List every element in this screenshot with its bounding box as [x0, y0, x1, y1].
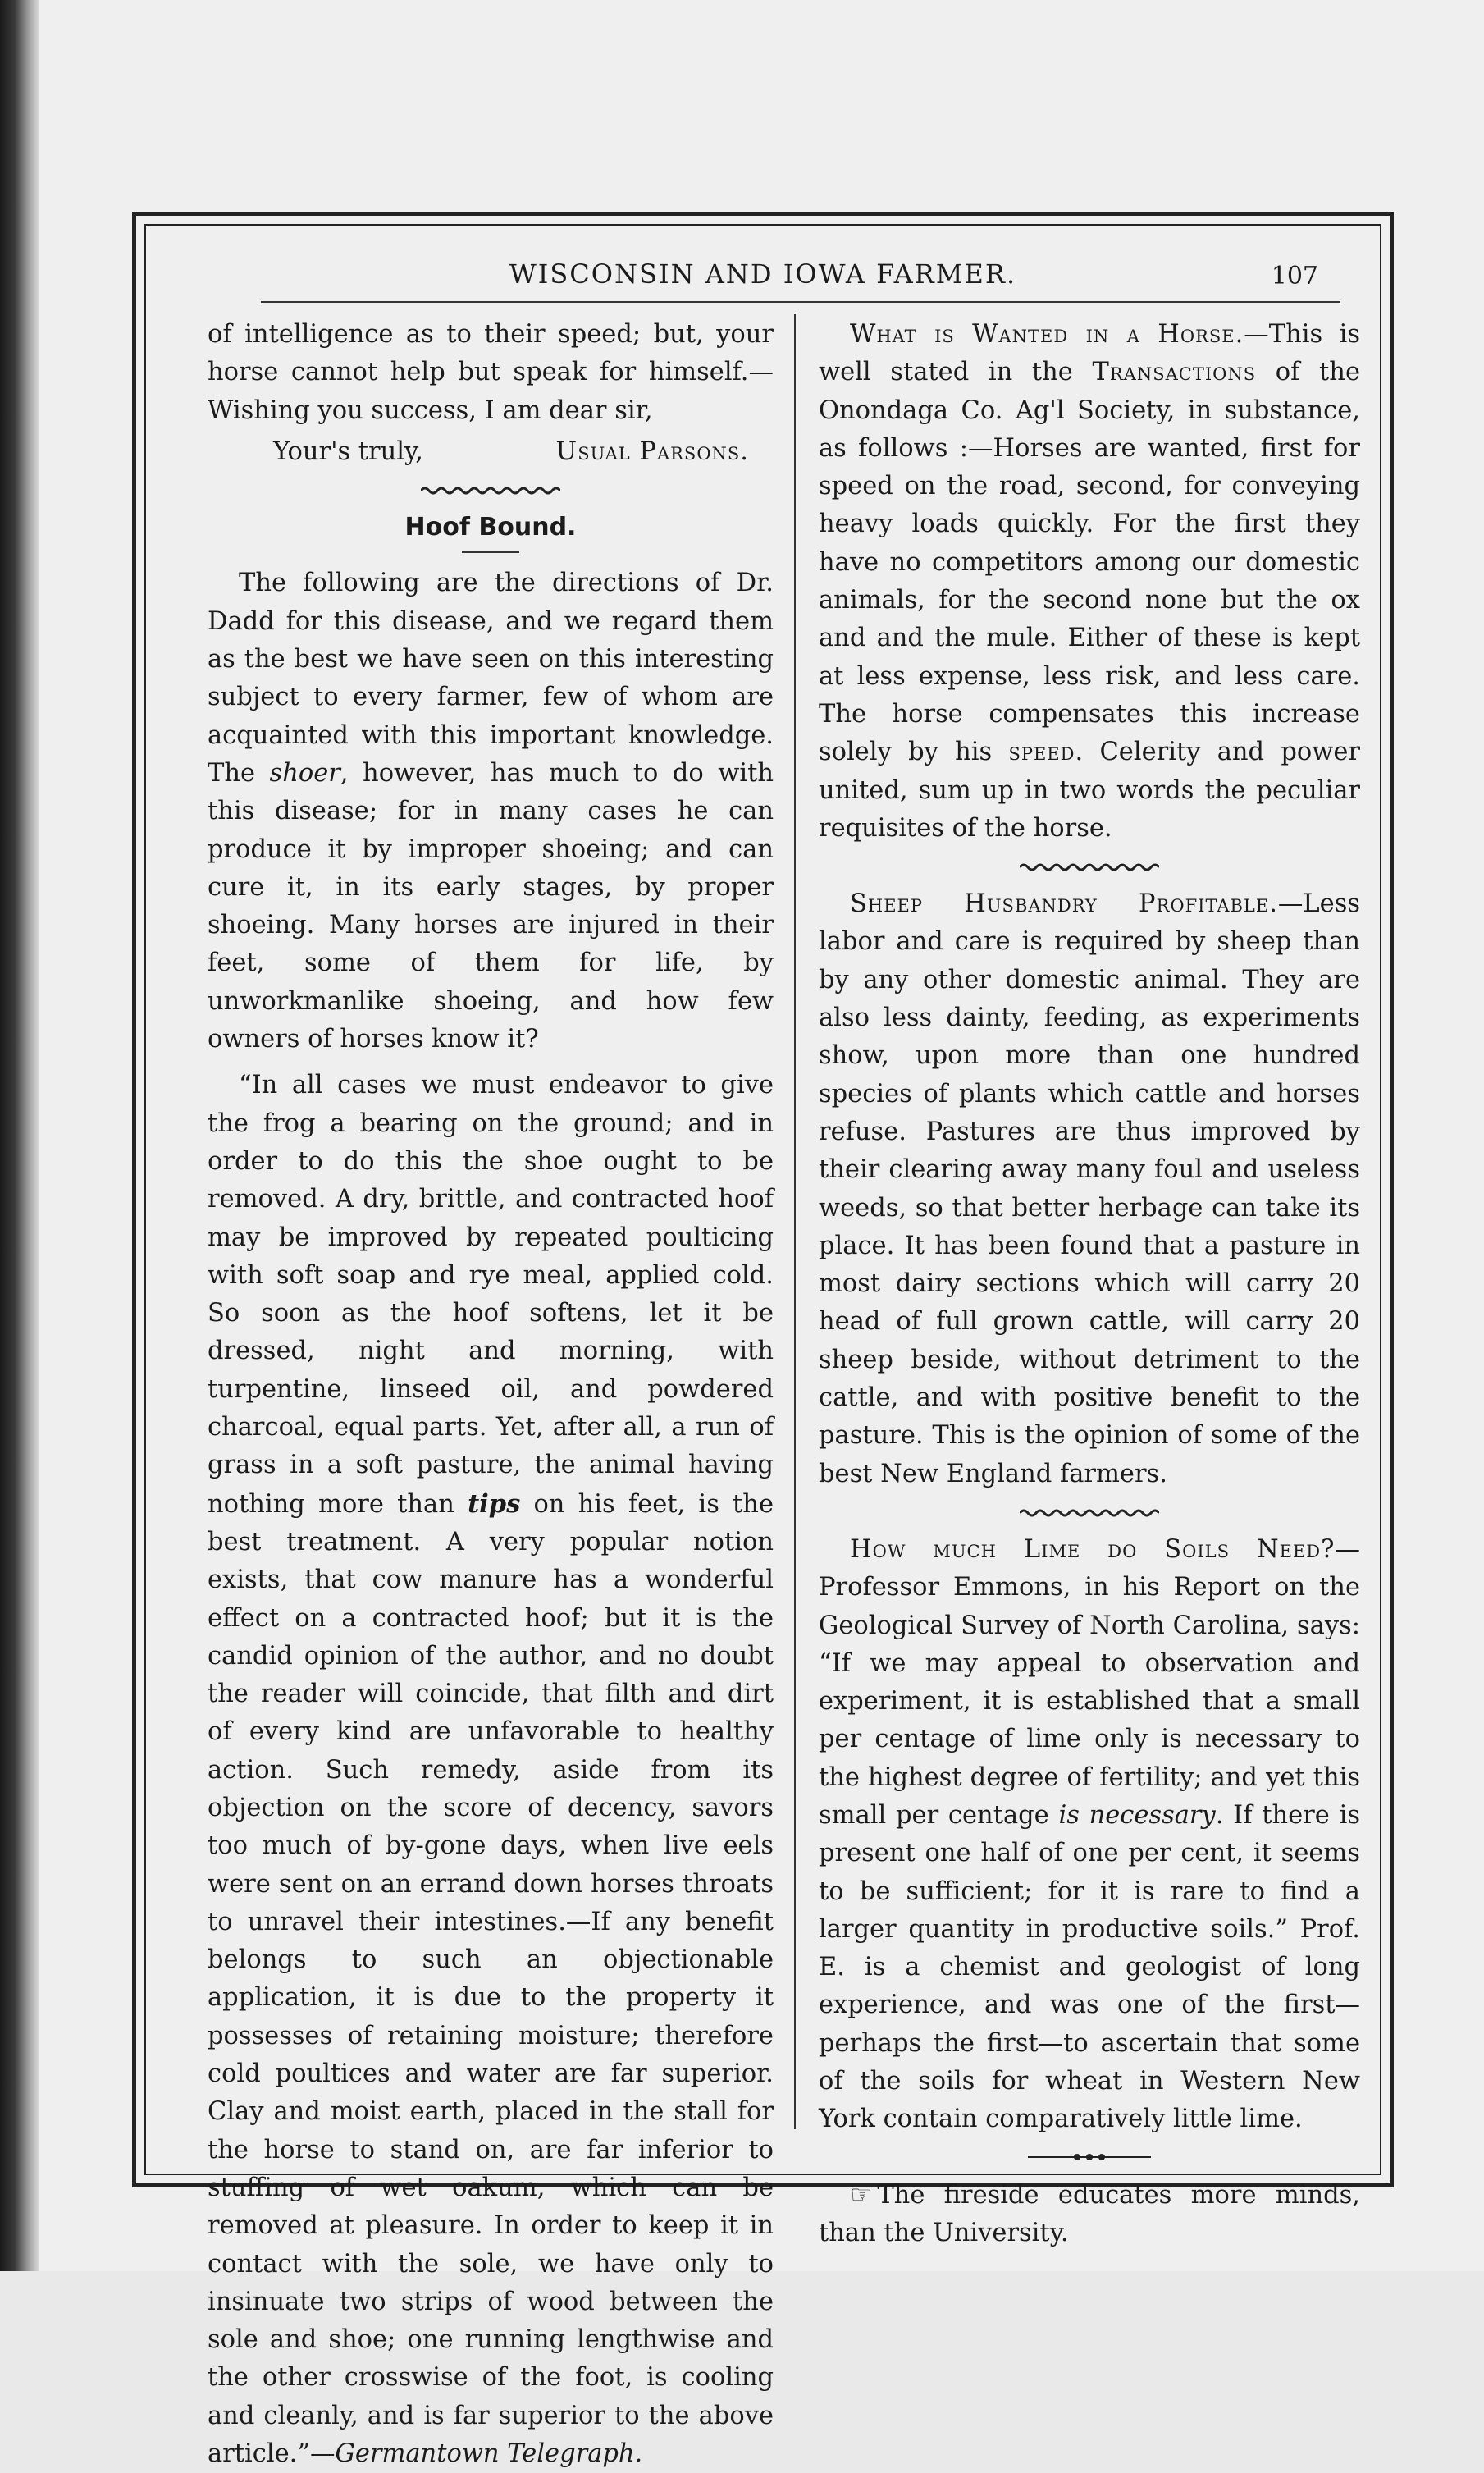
lime-paragraph: How much Lime do Soils Need?—Professor Emmons, in his Report on the Geological Survey of North Carolina, says: “If we may appeal to observation and experiment, it is established that a small per centage of lime only is necessary to the highest degree of fertility; and yet this small per centage is necessary. If there is present one half of one per cent, it seems to be sufficient; for it is rare to find a larger quantity in productive soils.” Prof. E. is a chemist and geologist of long experience, and was one of the first—perhaps the first—to ascertain that some of the soils for wheat in Western New York contain comparatively little lime. [819, 1534, 1360, 2134]
source-citation: Germantown Telegraph. [335, 2439, 643, 2469]
horse-paragraph: What is Wanted in a Horse.—This is well stated in the Transactions of the Onondaga Co. Ag'l Society, in substance, as follows :—Horses are wanted, first for speed on the road, second, for conveying heavy loads quickly. For the first they have no competitors among our domestic animals, for the second none but the ox and and the mule. Either of these is kept at less expense, less risk, and less care. The horse compensates this increase solely by his speed. Celerity and power united, sum up in two words the peculiar requisites of the horse. [819, 320, 1360, 843]
title-rule [462, 551, 519, 553]
left-column [208, 316, 774, 2473]
page-border-inner [144, 224, 1381, 2469]
sheep-heading: Sheep Husbandry Profitable. [850, 889, 1278, 919]
page-number: 107 [1271, 262, 1318, 290]
closing-maxim: ☞ The fireside educates more minds, than the University. [819, 2180, 1360, 2247]
running-title: WISCONSIN AND IOWA FARMER. [509, 258, 1017, 290]
wave-ornament [421, 486, 560, 496]
column-divider [794, 314, 796, 2129]
header-rule [261, 301, 1340, 303]
letter-ending: of intelligence as to their speed; but, your horse cannot help but speak for himself.—Wishing you success, I am dear sir, [208, 320, 774, 425]
pointing-hand-icon: ☞ [850, 2180, 873, 2210]
right-column [819, 316, 1360, 2252]
page-border [132, 212, 1394, 2469]
dot-rule-ornament [1020, 2152, 1159, 2162]
sheep-paragraph: Sheep Husbandry Profitable.—Less labor and care is required by sheep than by any other domestic animal. They are also less dainty, feeding, as experiments show, upon more than one hundred species of plants which cattle and horses refuse. Pastures are thus improved by their clearing away many foul and useless weeds, so that better herbage can take its place. It has been found that a pasture in most dairy sections which will carry 20 head of full grown cattle, will carry 20 sheep beside, without detriment to the cattle, and with positive benefit to the pasture. This is the opinion of some of the best New England farmers. [819, 889, 1360, 1488]
signoff-signature: Usual Parsons. [555, 437, 749, 466]
hoof-paragraph-2: “In all cases we must endeavor to give the frog a bearing on the ground; and in order to do this the shoe ought to be removed. A dry, brittle, and contracted hoof may be improved by repeated poulticing with soft soap and rye meal, applied cold. So soon as the hoof softens, let it be dressed, night and morning, with turpentine, linseed oil, and powdered charcoal, equal parts. Yet, after all, a run of grass in a soft pasture, the animal having nothing more than tips on his feet, is the best treatment. A very popular notion exists, that cow manure has a wonderful effect on a contracted hoof; but it is the candid opinion of the author, and no doubt the reader will coincide, that filth and dirt of every kind are unfavorable to healthy action. Such remedy, aside from its objection on the score of decency, savors too much of by-gone days, when live eels were sent on an errand down horses throats to unravel their intestines.—If any benefit belongs to such an objectionable application, it is due to the property it possesses of retaining moisture; therefore cold poultices and water are far superior. Clay and moist earth, placed in the stall for the horse to stand on, are far inferior to stuffing of wet oakum, which can be removed at pleasure. In order to keep it in contact with the sole, we have only to insinuate two strips of wood between the sole and shoe; one running lengthwise and the other crosswise of the foot, is cooling and cleanly, and is far superior to the above article.”—Germantown Telegraph. [208, 1071, 774, 2469]
signoff-closing: Your's truly, [273, 437, 423, 466]
page [39, 0, 1484, 2469]
wave-ornament [1020, 1508, 1159, 1518]
letter-signoff [208, 433, 774, 471]
horse-heading: What is Wanted in a Horse. [850, 320, 1244, 349]
page-header [146, 258, 1380, 299]
scan-binding-edge [0, 0, 39, 2271]
hoof-paragraph-1: The following are the directions of Dr. Dadd for this disease, and we regard them as the best we have seen on this interesting subject to every farmer, few of whom are acquainted with this important knowledge. The shoer, however, has much to do with this disease; for in many cases he can produce it by improper shoeing; and can cure it, in its early stages, by proper shoeing. Many horses are injured in their feet, some of them for life, by unworkmanlike shoeing, and how few owners of horses know it? [208, 569, 774, 1054]
wave-ornament [1020, 862, 1159, 872]
lime-heading: How much Lime do Soils Need? [850, 1534, 1336, 1564]
section-title-hoof-bound: Hoof Bound. [404, 513, 577, 542]
